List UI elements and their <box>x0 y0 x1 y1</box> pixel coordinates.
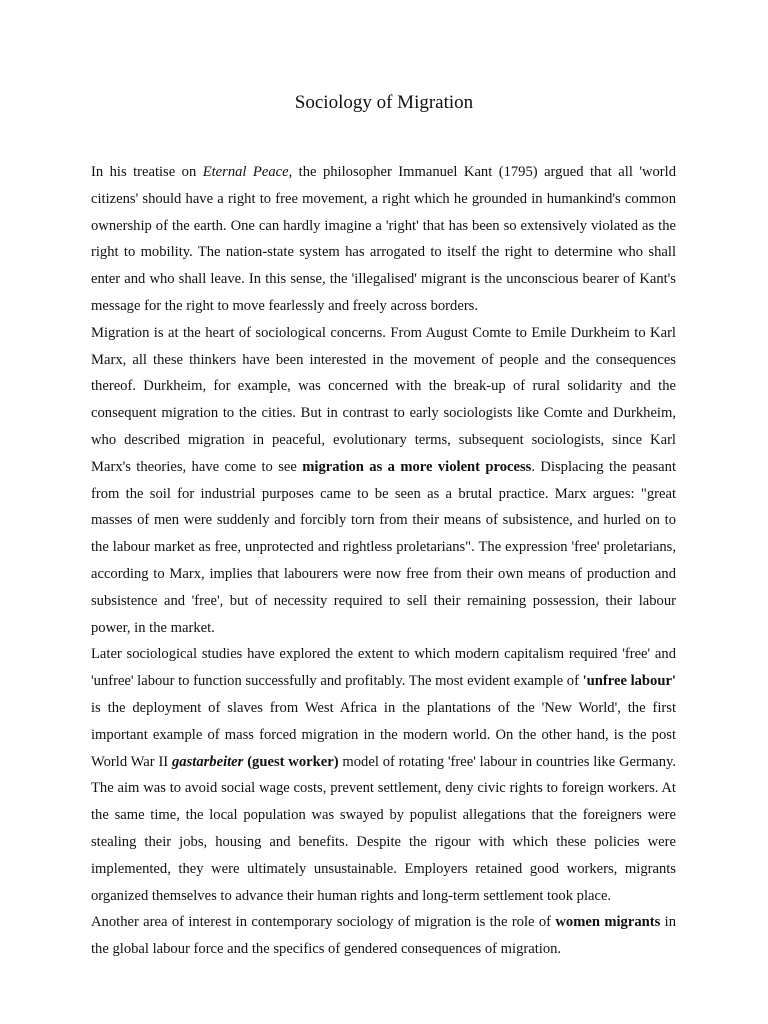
paragraph-women-migrants <box>91 909 676 963</box>
paragraph-sociological-concerns <box>91 320 676 642</box>
paragraph-kant <box>91 159 676 320</box>
bold-italic-text <box>172 754 243 770</box>
text-run: in the global labour force and the specifics of gendered consequences of migration. <box>91 914 676 958</box>
document-body <box>91 159 676 963</box>
text-run: Later sociological studies have explored the extent to which modern capitalism required 'free' and 'unfree' labour to function successfully and profitably. The most evident example of <box>91 646 676 690</box>
text-run: In his treatise on <box>91 164 203 180</box>
italic-text: gastarbeiter <box>172 753 244 770</box>
text-run: . Displacing the peasant from the soil for industrial purposes came to be seen as a brutal practice. Marx argues: "great masses of men were suddenly and forcibly torn from their means of subsistence, and hurled on to the labour market as free, unprotected and rightless proletarians". The expression 'free' proletarians, according to Marx, implies that labourers were now free from their own means of production and subsistence and 'free', but of necessity required to sell their remaining possession, their labour power, in the market. <box>91 458 676 636</box>
text-run: model of rotating 'free' labour in countries like Germany. The aim was to avoid social wage costs, prevent settlement, deny civic rights to foreign workers. At the same time, the local population was swayed by populist allegations that the foreigners were stealing their jobs, housing and benefits. Despite the rigour with which these policies were implemented, they were ultimately unsustainable. Employers retained good workers, migrants organized themselves to advance their human rights and long-term settlement took place. <box>91 753 676 904</box>
text-run: is the deployment of slaves from West Africa in the plantations of the 'New World', the first important example of mass forced migration in the modern world. On the other hand, is the post World War II <box>91 699 676 770</box>
italic-text: Eternal Peace, <box>202 164 293 180</box>
bold-text: women migrants <box>555 914 661 931</box>
text-run: the philosopher Immanuel Kant (1795) argued that all 'world citizens' should have a right to free movement, a right which he grounded in humankind's common ownership of the earth. One can hardly imagine a 'right' that has been so extensively violated as the right to mobility. The nation-state system has arrogated to itself the right to determine who shall enter and who shall leave. In this sense, the 'illegalised' migrant is the unconscious bearer of Kant's message for the right to move fearlessly and freely across borders. <box>91 164 676 314</box>
bold-text: 'unfree labour' <box>582 673 676 690</box>
paragraph-free-unfree-labour <box>91 641 676 909</box>
page-title: Sociology of Migration <box>294 92 474 113</box>
bold-text: (guest worker) <box>247 753 339 770</box>
text-run: Another area of interest in contemporary sociology of migration is the role of <box>91 914 556 931</box>
text-run: Migration is at the heart of sociological concerns. From August Comte to Emile Durkheim to Karl Marx, all these thinkers have been interested in the movement of people and the consequences thereof. Durkheim, for example, was concerned with the break-up of rural solidarity and the consequent migration to the cities. But in contrast to early sociologists like Comte and Durkheim, who described migration in peaceful, evolutionary terms, subsequent sociologists, since Karl Marx's theories, have come to see <box>91 324 676 475</box>
bold-text: migration as a more violent process <box>302 458 532 475</box>
